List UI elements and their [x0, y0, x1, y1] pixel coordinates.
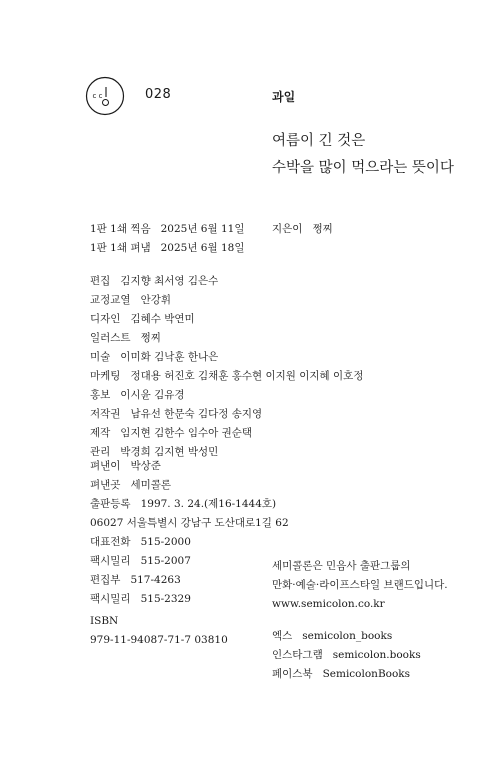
publisher-value: 515-2000 — [140, 536, 191, 548]
social-row-facebook — [272, 665, 421, 684]
credit-names: 박경희 김지현 박성민 — [120, 446, 219, 458]
credit-row — [90, 367, 363, 386]
credit-role: 편집 — [90, 275, 111, 287]
credit-row — [90, 405, 363, 424]
publisher-row — [90, 590, 289, 609]
publisher-address — [90, 514, 289, 533]
brand-url-link[interactable]: www.semicolon.co.kr — [272, 598, 385, 610]
edition-row — [90, 220, 244, 239]
title-line-2: 수박을 많이 먹으라는 뜻이다 — [272, 160, 454, 176]
credit-role: 제작 — [90, 427, 111, 439]
credit-names: 임지현 김한수 임수아 권순택 — [120, 427, 253, 439]
credit-names: 이미화 김낙훈 한나은 — [120, 351, 219, 363]
publisher-row — [90, 495, 289, 514]
publisher-value: 515-2007 — [140, 555, 191, 567]
credit-role: 교정교열 — [90, 294, 131, 306]
edition-date: 2025년 6월 11일 — [160, 223, 245, 235]
social-handle-link[interactable]: SemicolonBooks — [322, 668, 411, 680]
series-subtitle: 과일 — [272, 90, 296, 104]
edition-row — [90, 239, 244, 258]
social-handle-link[interactable]: semicolon_books — [302, 630, 393, 642]
credit-role: 마케팅 — [90, 370, 121, 382]
author-name: 쩡찌 — [312, 223, 333, 235]
credit-names: 이시윤 김유경 — [120, 389, 185, 401]
isbn-label: ISBN — [90, 615, 119, 627]
credit-names: 안강휘 — [140, 294, 172, 306]
series-number: 028 — [145, 87, 172, 102]
credit-row — [90, 291, 363, 310]
credit-names: 정대용 허진호 김채훈 홍수현 이지원 이지혜 이호정 — [130, 370, 364, 382]
title-line-1: 여름이 긴 것은 — [272, 133, 366, 149]
publisher-row — [90, 571, 289, 590]
credit-row — [90, 348, 363, 367]
social-row-instagram — [272, 646, 421, 665]
social-row-x — [272, 627, 421, 646]
publisher-label: 팩시밀리 — [90, 555, 131, 567]
publisher-value: 세미콜론 — [130, 479, 172, 491]
credit-names: 김지향 최서영 김은수 — [120, 275, 219, 287]
publisher-info — [90, 457, 289, 609]
publisher-label: 펴낸곳 — [90, 479, 121, 491]
credit-role: 홍보 — [90, 389, 111, 401]
edition-label: 1판 1쇄 펴냄 — [90, 242, 151, 254]
publisher-row — [90, 533, 289, 552]
credit-row — [90, 386, 363, 405]
social-label: 엑스 — [272, 630, 293, 642]
social-handle-link[interactable]: semicolon.books — [332, 649, 421, 661]
credit-row — [90, 329, 363, 348]
brand-info — [272, 557, 448, 614]
credit-role: 디자인 — [90, 313, 121, 325]
publisher-value: 박상준 — [130, 460, 161, 472]
social-label: 인스타그램 — [272, 649, 323, 661]
publisher-label: 팩시밀리 — [90, 593, 131, 605]
isbn-block — [90, 612, 228, 650]
brand-line-1: 세미콜론은 민음사 출판그룹의 — [272, 560, 411, 572]
publisher-row — [90, 476, 289, 495]
publisher-value: 1997. 3. 24.(제16-1444호) — [140, 498, 277, 510]
svg-text:c c: c c — [92, 92, 103, 100]
publisher-logo-icon — [85, 76, 125, 116]
credit-role: 저작권 — [90, 408, 121, 420]
publisher-label: 편집부 — [90, 574, 121, 586]
credit-row — [90, 310, 363, 329]
social-label: 페이스북 — [272, 668, 313, 680]
edition-label: 1판 1쇄 찍음 — [90, 223, 151, 235]
address-text: 06027 서울특별시 강남구 도산대로1길 62 — [90, 517, 289, 529]
publisher-label: 대표전화 — [90, 536, 131, 548]
author-credit — [272, 220, 333, 239]
brand-line-2: 만화·예술·라이프스타일 브랜드입니다. — [272, 579, 448, 591]
publisher-label: 펴낸이 — [90, 460, 121, 472]
credit-role: 일러스트 — [90, 332, 131, 344]
credit-names: 김혜수 박연미 — [130, 313, 195, 325]
isbn-value: 979-11-94087-71-7 03810 — [90, 634, 228, 646]
credit-role: 미술 — [90, 351, 111, 363]
credit-names: 쩡찌 — [140, 332, 161, 344]
publisher-row — [90, 552, 289, 571]
credit-row — [90, 424, 363, 443]
edition-block — [90, 220, 244, 258]
credit-row — [90, 272, 363, 291]
edition-date: 2025년 6월 18일 — [160, 242, 245, 254]
publisher-value: 517-4263 — [130, 574, 181, 586]
credit-names: 남유선 한문숙 김다정 송지영 — [130, 408, 263, 420]
staff-credits — [90, 272, 363, 462]
book-title — [272, 128, 454, 182]
social-accounts — [272, 627, 421, 684]
publisher-label: 출판등록 — [90, 498, 131, 510]
credit-role: 관리 — [90, 446, 111, 458]
publisher-value: 515-2329 — [140, 593, 191, 605]
author-label: 지은이 — [272, 223, 303, 235]
publisher-row — [90, 457, 289, 476]
